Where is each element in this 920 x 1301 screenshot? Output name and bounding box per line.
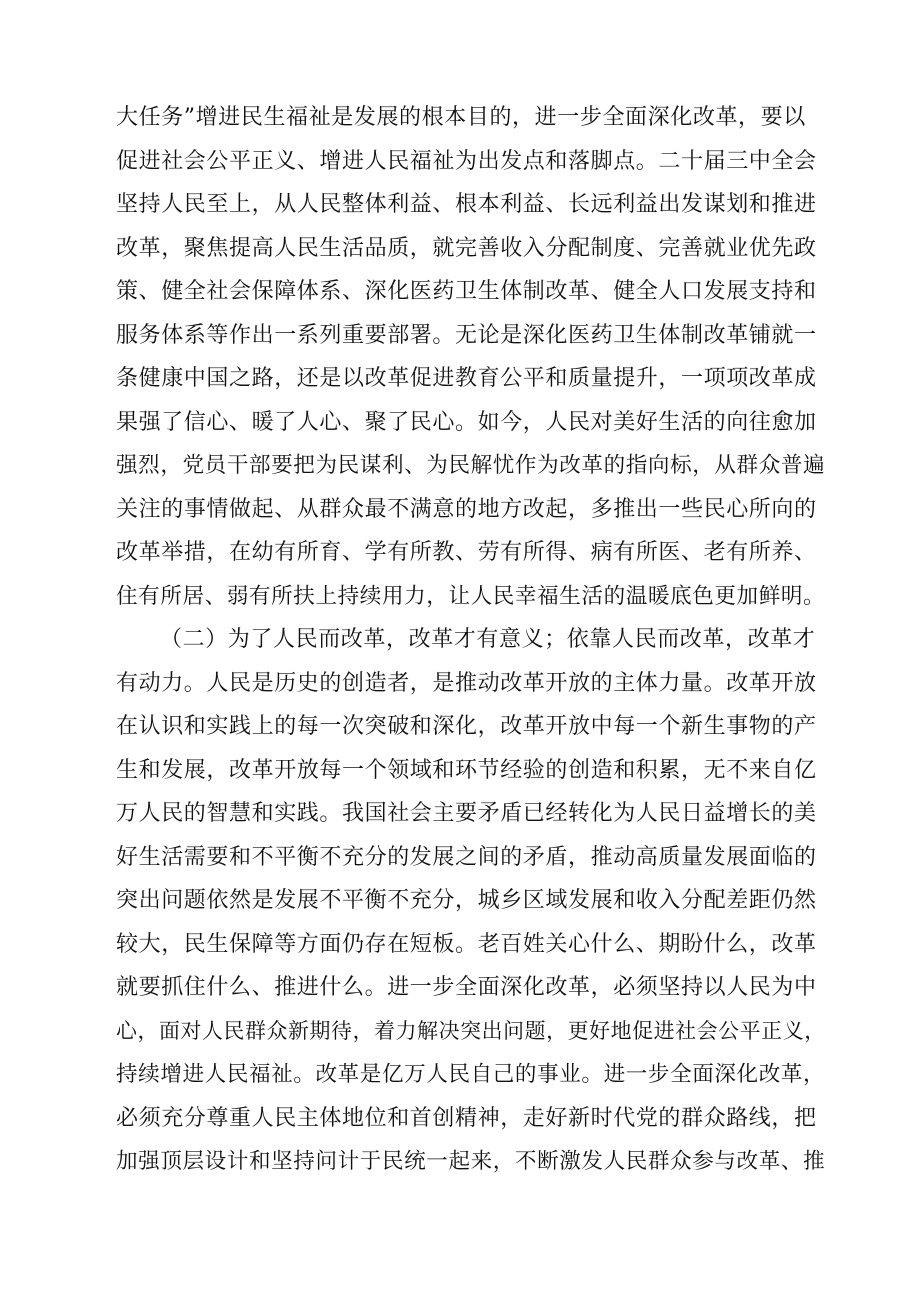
paragraph-2-line: 突出问题依然是发展不平衡不充分，城乡区域发展和收入分配差距仍然 bbox=[116, 888, 817, 913]
paragraph-2-line: 在认识和实践上的每一次突破和深化，改革开放中每一个新生事物的产 bbox=[116, 714, 817, 739]
paragraph-1-line: 改革，聚焦提高人民生活品质，就完善收入分配制度、完善就业优先政 bbox=[116, 235, 817, 261]
paragraph-2-line: 持续增进人民福祉。改革是亿万人民自己的事业。进一步全面深化改革， bbox=[116, 1062, 826, 1087]
paragraph-2-first-line: （二）为了人民而改革，改革才有意义；依靠人民而改革，改革才 bbox=[160, 627, 816, 652]
paragraph-2-line: 万人民的智慧和实践。我国社会主要矛盾已经转化为人民日益增长的美 bbox=[116, 801, 817, 826]
paragraph-2-line: 有动力。人民是历史的创造者，是推动改革开放的主体力量。改革开放 bbox=[116, 670, 817, 696]
paragraph-1 bbox=[116, 96, 836, 618]
paragraph-2-line: 加强顶层设计和坚持问计于民统一起来，不断激发人民群众参与改革、推 bbox=[116, 1149, 826, 1174]
paragraph-2-line: 就要抓住什么、推进什么。进一步全面深化改革，必须坚持以人民为中 bbox=[116, 975, 817, 1000]
paragraph-1-line: 策、健全社会保障体系、深化医药卫生体制改革、健全人口发展支持和 bbox=[116, 279, 817, 304]
paragraph-1-line: 强烈，党员干部要把为民谋利、为民解忧作为改革的指向标，从群众普遍 bbox=[116, 453, 826, 478]
paragraph-2-line: 好生活需要和不平衡不充分的发展之间的矛盾，推动高质量发展面临的 bbox=[116, 844, 817, 870]
paragraph-1-line: 服务体系等作出一系列重要部署。无论是深化医药卫生体制改革铺就一 bbox=[116, 322, 817, 348]
paragraph-2-line: 生和发展，改革开放每一个领域和环节经验的创造和积累，无不来自亿 bbox=[116, 757, 817, 783]
paragraph-2-line: 较大，民生保障等方面仍存在短板。老百姓关心什么、期盼什么，改革 bbox=[116, 931, 817, 957]
paragraph-1-line: 住有所居、弱有所扶上持续用力，让人民幸福生活的温暖底色更加鲜明。 bbox=[116, 583, 826, 609]
paragraph-2-line: 心，面对人民群众新期待，着力解决突出问题，更好地促进社会公平正义， bbox=[116, 1018, 826, 1043]
paragraph-1-line: 促进社会公平正义、增进人民福祉为出发点和落脚点。二十届三中全会 bbox=[116, 148, 817, 174]
paragraph-1-line: 大任务”增进民生福祉是发展的根本目的，进一步全面深化改革，要以 bbox=[116, 105, 806, 130]
paragraph-1-line: 改革举措，在幼有所育、学有所教、劳有所得、病有所医、老有所养、 bbox=[116, 540, 817, 565]
paragraph-2 bbox=[116, 618, 836, 1184]
paragraph-1-line: 果强了信心、暖了人心、聚了民心。如今，人民对美好生活的向往愈加 bbox=[116, 409, 817, 435]
paragraph-1-line: 条健康中国之路，还是以改革促进教育公平和质量提升，一项项改革成 bbox=[116, 366, 817, 391]
paragraph-2-line: 必须充分尊重人民主体地位和首创精神，走好新时代党的群众路线，把 bbox=[116, 1105, 817, 1131]
paragraph-1-line: 坚持人民至上，从人民整体利益、根本利益、长远利益出发谋划和推进 bbox=[116, 192, 817, 217]
paragraph-1-line: 关注的事情做起、从群众最不满意的地方改起，多推出一些民心所向的 bbox=[116, 496, 817, 522]
